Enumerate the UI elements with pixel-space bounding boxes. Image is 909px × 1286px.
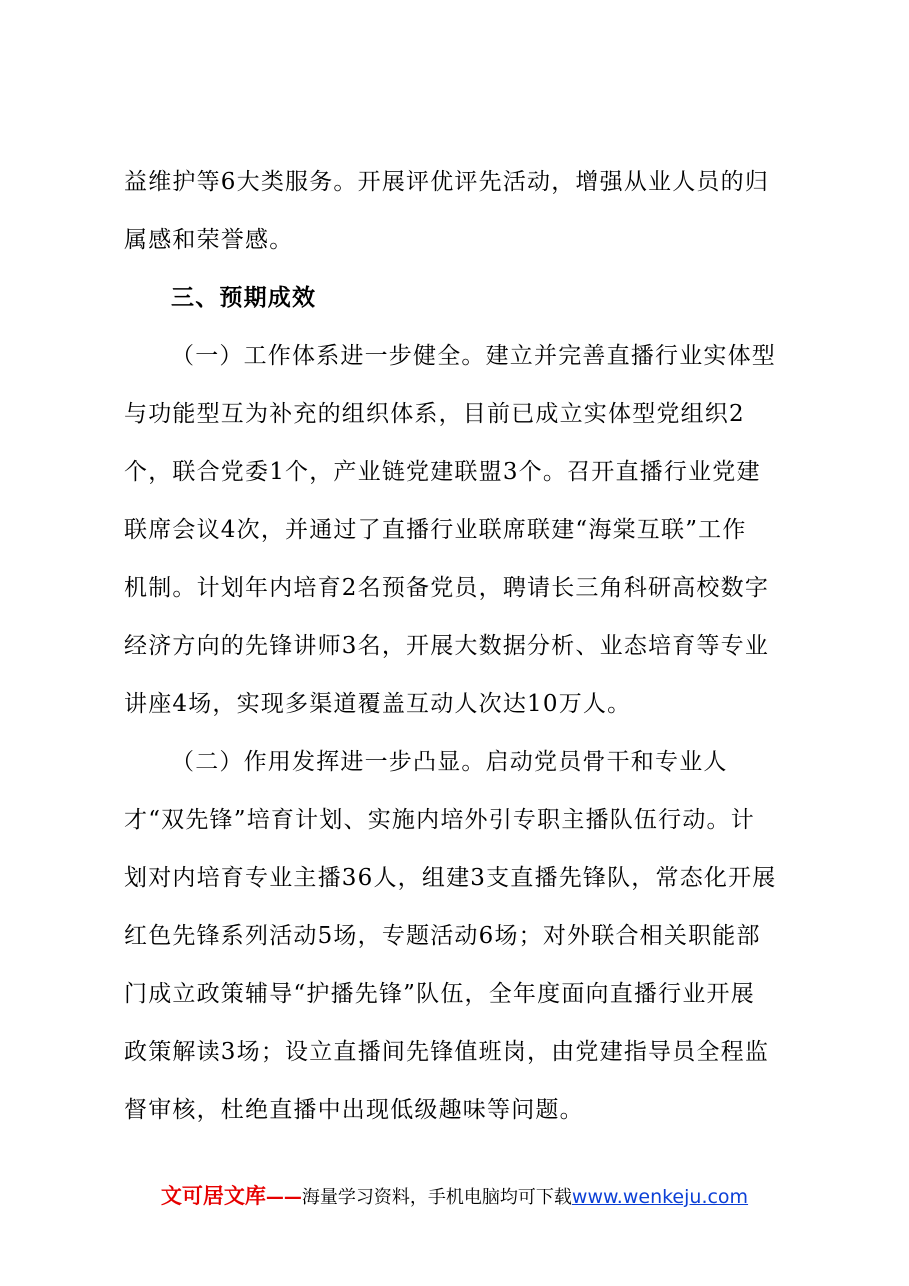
paragraph-line: 门成立政策辅导“护播先锋”队伍，全年度面向直播行业开展 [124, 981, 755, 1007]
footer-link[interactable]: www.wenkeju.com [571, 1186, 749, 1208]
footer-tagline: 海量学习资料，手机电脑均可下载 [301, 1187, 572, 1208]
footer-banner [0, 1183, 909, 1211]
paragraph-line: 益维护等6大类服务。开展评优评先活动，增强从业人员的归 [124, 169, 770, 195]
paragraph-line: （一）工作体系进一步健全。建立并完善直播行业实体型 [171, 343, 776, 369]
paragraph-line: 联席会议4次，并通过了直播行业联席联建“海棠互联”工作 [124, 517, 747, 543]
paragraph-line: 讲座4场，实现多渠道覆盖互动人次达10万人。 [124, 691, 632, 717]
paragraph-line: 才“双先锋”培育计划、实施内培外引专职主播队伍行动。计 [124, 807, 755, 833]
paragraph-line: 划对内培育专业主播36人，组建3支直播先锋队，常态化开展 [124, 865, 777, 891]
paragraph-line: 督审核，杜绝直播中出现低级趣味等问题。 [124, 1097, 584, 1123]
paragraph-line: 机制。计划年内培育2名预备党员，聘请长三角科研高校数字 [124, 575, 770, 601]
paragraph-line: 个，联合党委1个，产业链党建联盟3个。召开直播行业党建 [124, 459, 761, 485]
paragraph-line: 政策解读3场；设立直播间先锋值班岗，由党建指导员全程监 [124, 1039, 770, 1065]
paragraph-line: （二）作用发挥进一步凸显。启动党员骨干和专业人 [171, 749, 728, 775]
footer-dash: —— [265, 1187, 302, 1208]
paragraph-line: 属感和荣誉感。 [124, 227, 294, 253]
section-heading: 三、预期成效 [171, 285, 317, 311]
paragraph-line: 与功能型互为补充的组织体系，目前已成立实体型党组织2 [124, 401, 745, 427]
footer-brand: 文可居文库 [160, 1184, 266, 1208]
paragraph-line: 红色先锋系列活动5场，专题活动6场；对外联合相关职能部 [124, 923, 761, 949]
paragraph-line: 经济方向的先锋讲师3名，开展大数据分析、业态培育等专业 [124, 633, 770, 659]
